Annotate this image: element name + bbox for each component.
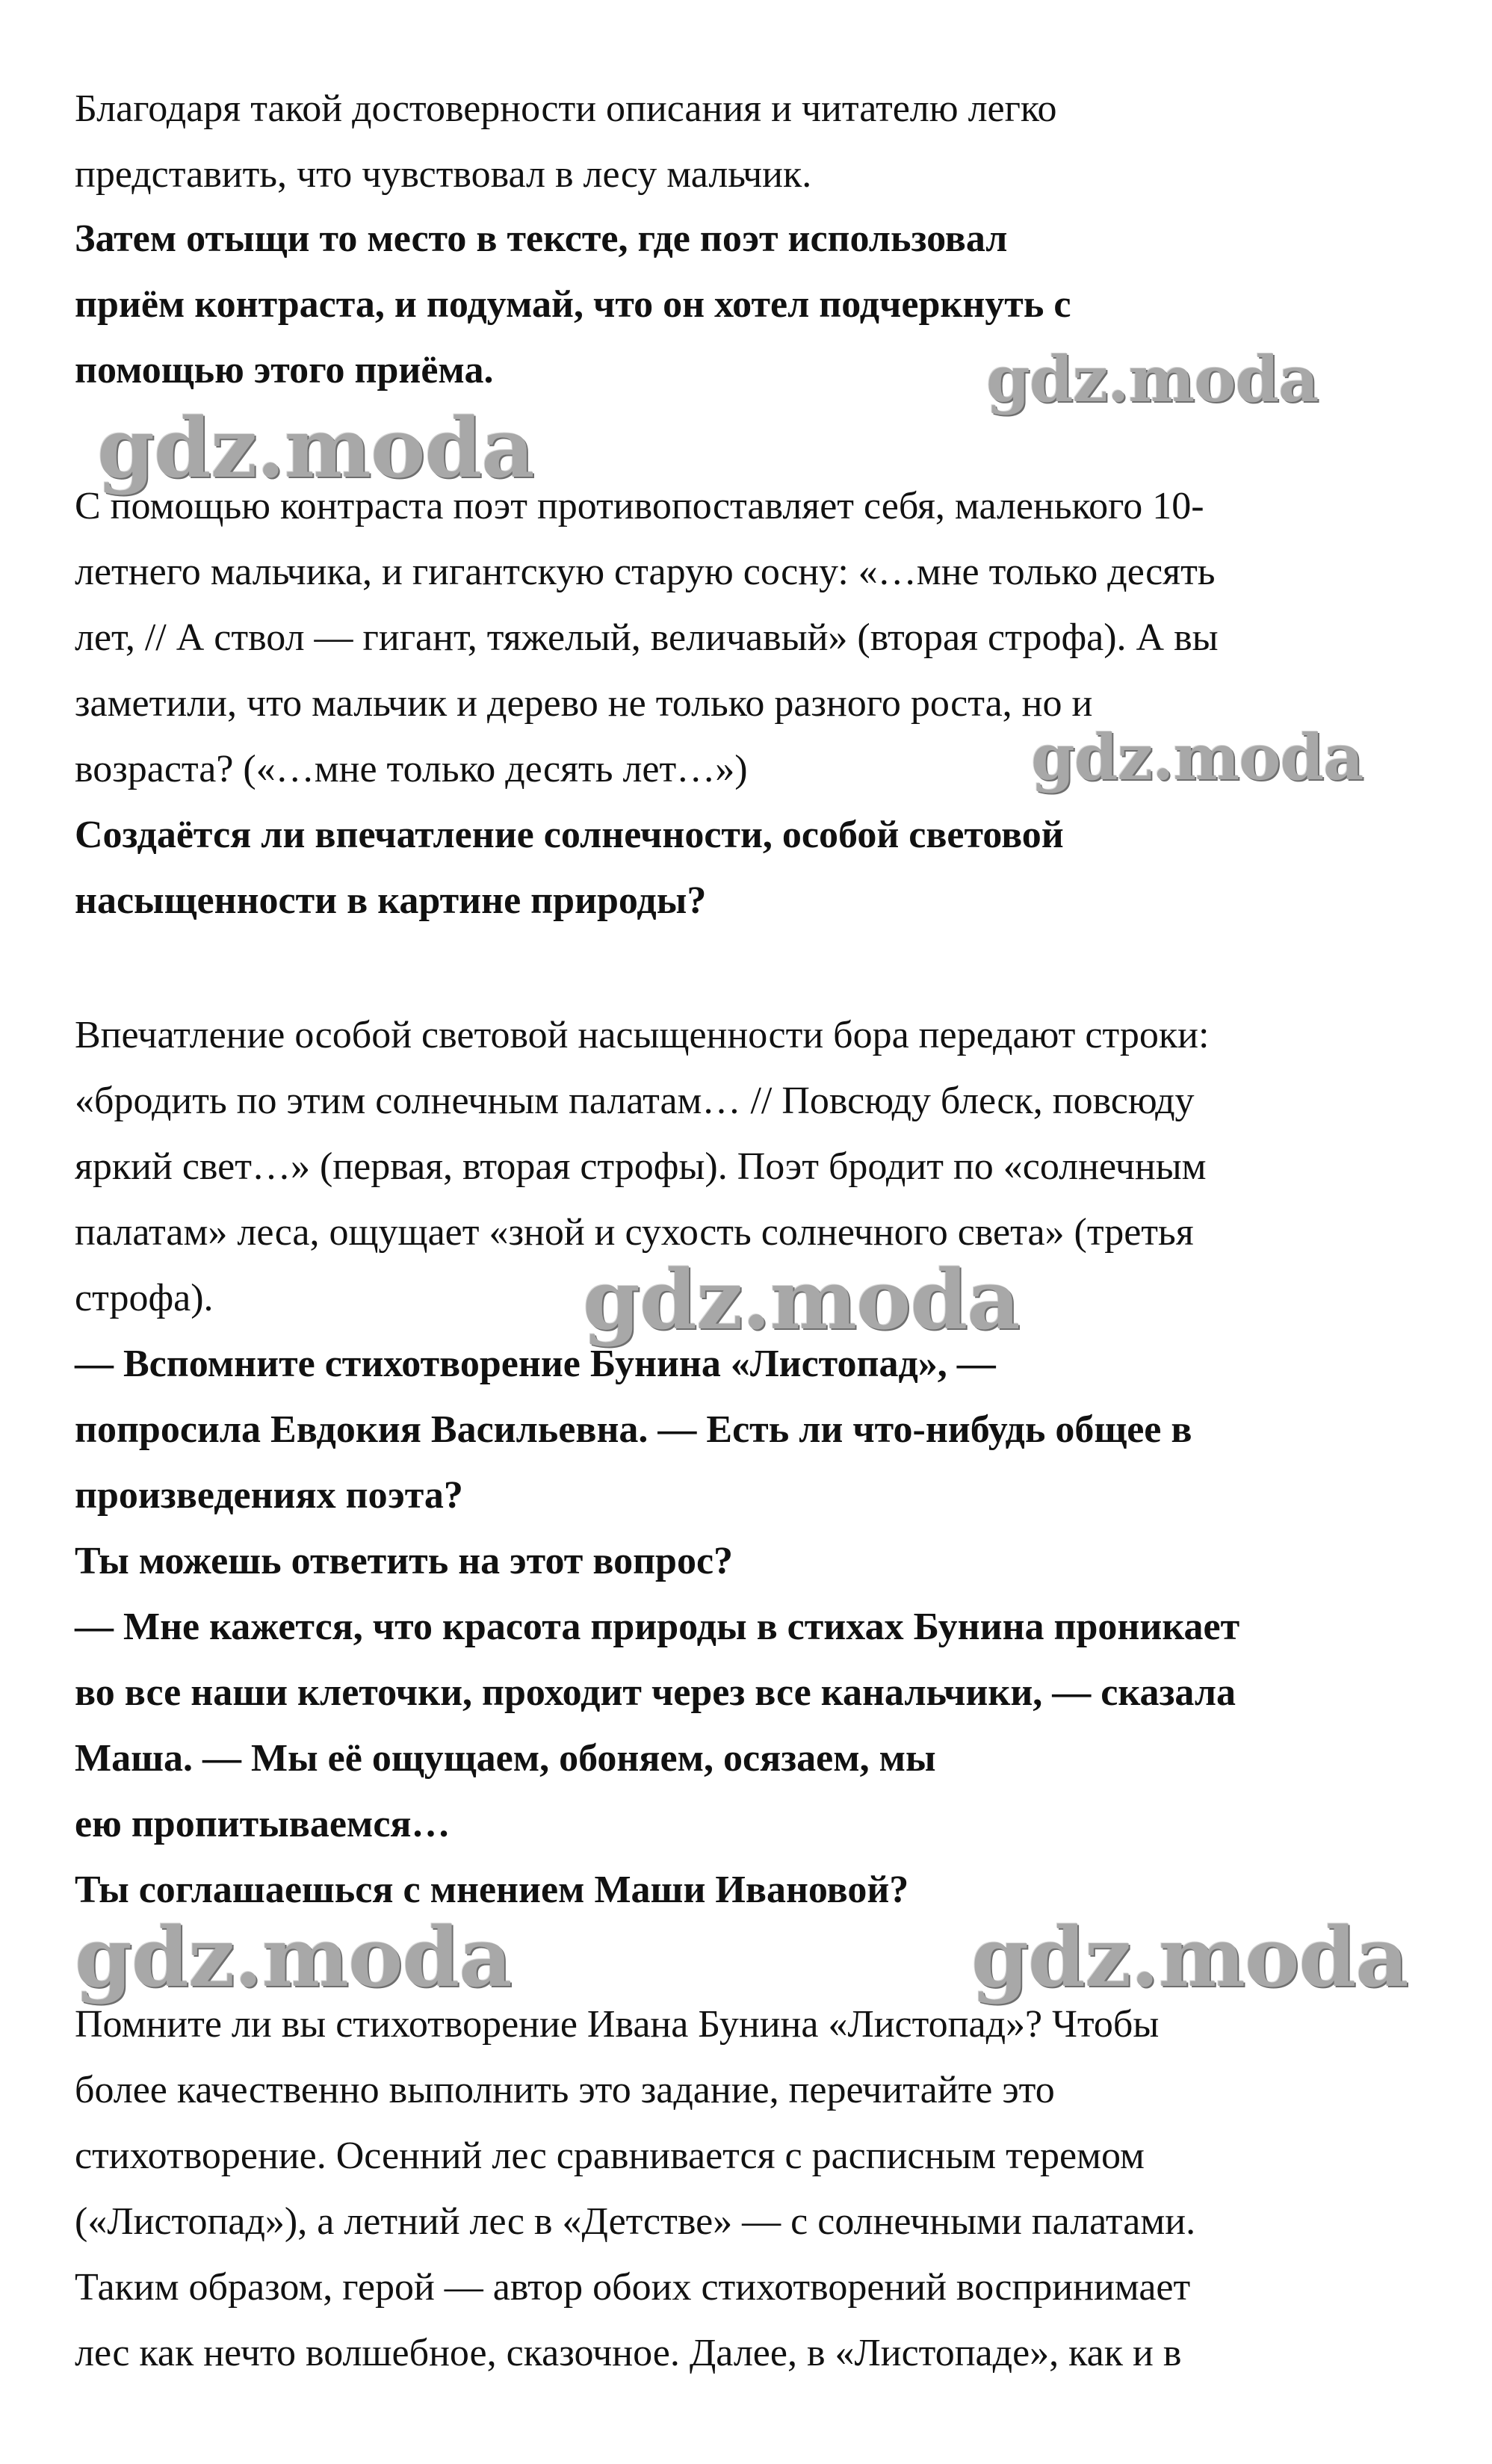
text-line: лет, // А ствол — гигант, тяжелый, величавый» (вторая строфа). А вы <box>75 616 1219 659</box>
text-line: стихотворение. Осенний лес сравнивается с расписным теремом <box>75 2135 1145 2177</box>
text-line: лес как нечто волшебное, сказочное. Далее, в «Листопаде», как и в <box>75 2332 1182 2374</box>
text-line: летнего мальчика, и гигантскую старую сосну: «…мне только десять <box>75 551 1216 593</box>
question-line: Ты можешь ответить на этот вопрос? <box>75 1540 734 1582</box>
question-line: — Вспомните стихотворение Бунина «Листопад», — <box>75 1343 996 1385</box>
text-line: С помощью контраста поэт противопоставляет себя, маленького 10- <box>75 485 1204 527</box>
question-line: Маша. — Мы её ощущаем, обоняем, осязаем, мы <box>75 1737 936 1780</box>
question-line: попросила Евдокия Васильевна. — Есть ли что-нибудь общее в <box>75 1408 1192 1451</box>
watermark: gdz.moda <box>986 342 1319 416</box>
text-line: палатам» леса, ощущает «зной и сухость солнечного света» (третья <box>75 1211 1194 1254</box>
text-line: Таким образом, герой — автор обоих стихотворений воспринимает <box>75 2266 1191 2309</box>
text-line: «бродить по этим солнечным палатам… // Повсюду блеск, повсюду <box>75 1080 1195 1122</box>
question-line: приём контраста, и подумай, что он хотел подчеркнуть с <box>75 283 1071 326</box>
watermark: gdz.moda <box>1031 720 1363 794</box>
question-line: произведениях поэта? <box>75 1474 463 1517</box>
question-line: Ты соглашаешься с мнением Маши Ивановой? <box>75 1869 909 1911</box>
watermark: gdz.moda <box>971 1909 1408 2005</box>
text-line: строфа). <box>75 1277 214 1319</box>
text-line: Благодаря такой достоверности описания и читателю легко <box>75 87 1057 130</box>
question-line: насыщенности в картине природы? <box>75 879 707 922</box>
question-line: Создаётся ли впечатление солнечности, особой световой <box>75 814 1064 856</box>
text-line: Помните ли вы стихотворение Ивана Бунина «Листопад»? Чтобы <box>75 2003 1160 2046</box>
text-line: («Листопад»), а летний лес в «Детстве» — с солнечными палатами. <box>75 2200 1196 2243</box>
question-line: — Мне кажется, что красота природы в стихах Бунина проникает <box>75 1606 1240 1648</box>
text-line: возраста? («…мне только десять лет…») <box>75 748 748 790</box>
text-line: более качественно выполнить это задание, перечитайте это <box>75 2069 1055 2111</box>
watermark: gdz.moda <box>583 1251 1020 1348</box>
watermark: gdz.moda <box>75 1909 512 2005</box>
question-line: Затем отыщи то место в тексте, где поэт использовал <box>75 217 1008 260</box>
text-line: Впечатление особой световой насыщенности бора передают строки: <box>75 1014 1210 1056</box>
question-line: во все наши клеточки, проходит через все канальчики, — сказала <box>75 1671 1236 1714</box>
text-line: заметили, что мальчик и дерево не только разного роста, но и <box>75 682 1093 725</box>
text-line: представить, что чувствовал в лесу мальчик. <box>75 153 812 196</box>
question-line: ею пропитываемся… <box>75 1803 451 1845</box>
watermark: gdz.moda <box>97 400 534 496</box>
question-line: помощью этого приёма. <box>75 349 494 391</box>
text-line: яркий свет…» (первая, вторая строфы). Поэт бродит по «солнечным <box>75 1145 1207 1188</box>
